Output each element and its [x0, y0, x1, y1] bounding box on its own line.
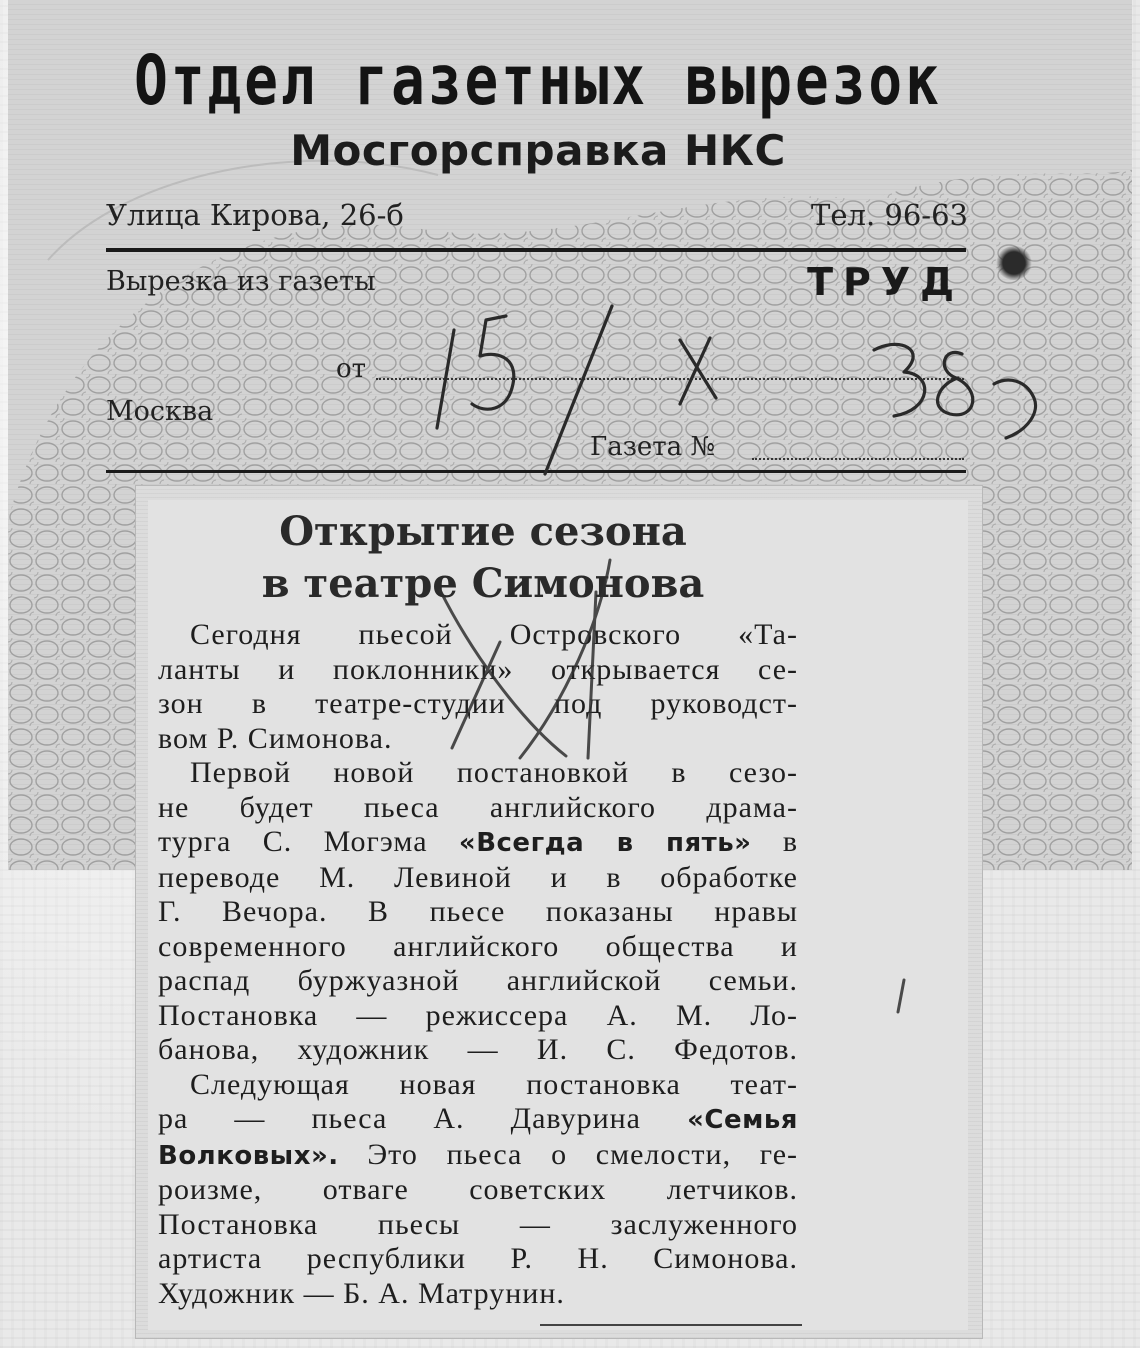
article-headline [148, 506, 818, 610]
article-line-text: в [751, 825, 798, 858]
article-line [158, 618, 798, 653]
article-line [158, 687, 798, 722]
article-line-text: распад буржуазной английской семьи. [158, 964, 798, 997]
article-line-text: турга С. Могэма [158, 825, 459, 858]
article-body [158, 618, 798, 1311]
article-line-text: Постановка — режиссера А. М. Ло- [158, 998, 798, 1032]
article-line-text: современного английского общества и [158, 929, 798, 963]
article-line-text: роизме, отваге советских летчиков. [158, 1173, 798, 1206]
article-line [158, 999, 798, 1034]
article-line [158, 1102, 798, 1138]
play-title: «Всегда в пять» [458, 828, 752, 858]
article-line [158, 861, 798, 896]
article-line [158, 1068, 798, 1103]
form-bottom-rule [106, 470, 966, 473]
phone-number: Тел. 96-63 [811, 198, 968, 232]
newspaper-name: ТРУД [807, 260, 964, 304]
article-line [158, 1138, 798, 1174]
department-title: Отдел газетных вырезок [134, 42, 942, 122]
clipping-from-label: Вырезка из газеты [106, 266, 376, 297]
article-line [158, 653, 798, 688]
article-line-text: переводе М. Левиной и в обработке [158, 860, 798, 894]
article-line [158, 722, 798, 757]
date-line [376, 378, 964, 380]
article-line [158, 1277, 798, 1312]
article-line [158, 1033, 798, 1068]
header-rule [106, 248, 966, 252]
article-line-text: вом Р. Симонова. [158, 721, 393, 755]
article-line-text: Это пьеса о смелости, ге- [338, 1137, 798, 1171]
headline-line-1: Открытие сезона [279, 508, 687, 555]
city-label: Москва [106, 396, 214, 427]
article-line [158, 964, 798, 999]
article-line-text: Г. Вечора. В пьесе показаны нравы [158, 895, 798, 928]
article-line [158, 791, 798, 826]
article-line [158, 1173, 798, 1208]
article-line [158, 1242, 798, 1277]
headline-line-2: в театре Симонова [261, 560, 705, 607]
article-line [158, 895, 798, 930]
article-line-text: зон в театре-студии под руководст- [158, 687, 798, 720]
issue-line [752, 458, 964, 460]
date-label: от [336, 354, 367, 384]
article-line [158, 1208, 798, 1243]
article-line-text: Первой новой постановкой в сезо- [190, 756, 798, 789]
article-line [158, 825, 798, 861]
clipping-bottom-rule [540, 1324, 802, 1326]
address: Улица Кирова, 26-б [106, 198, 404, 232]
article-line [158, 930, 798, 965]
article-line-text: Постановка пьесы — заслуженного [158, 1207, 798, 1241]
article-line-text: не будет пьеса английского драма- [158, 790, 798, 824]
article-line-text: Художник — Б. А. Матрунин. [158, 1276, 565, 1310]
article-line-text: ланты и поклонники» открывается се- [158, 652, 798, 686]
issue-number-label: Газета № [590, 432, 716, 462]
article-line-text: Следующая новая постановка теат- [190, 1067, 798, 1101]
article-line-text: ра — пьеса А. Давурина [158, 1102, 688, 1135]
organization-name: Мосгорсправка НКС [290, 126, 786, 175]
article-line [158, 756, 798, 791]
play-title: Волковых». [158, 1140, 339, 1171]
article-line-text: артиста республики Р. Н. Симонова. [158, 1242, 798, 1275]
ink-dot [996, 246, 1032, 280]
article-line-text: банова, художник — И. С. Федотов. [158, 1033, 798, 1066]
article-line-text: Сегодня пьесой Островского «Та- [190, 618, 798, 651]
play-title: «Семья [687, 1105, 798, 1135]
